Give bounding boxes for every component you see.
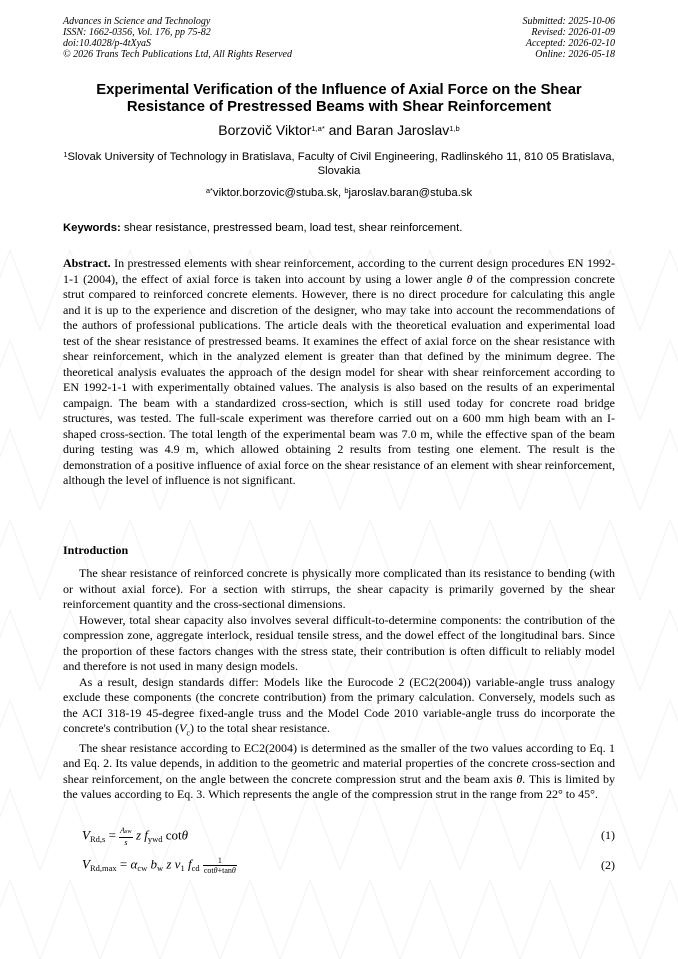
paragraph: [63, 675, 615, 741]
affiliation-marker: 1: [63, 150, 68, 159]
copyright: © 2026 Trans Tech Publications Ltd, All Rights Reserved: [63, 49, 292, 60]
vc-symbol: V: [179, 721, 187, 735]
author-affiliation-marker: 1,b: [449, 124, 460, 133]
paper-title: Experimental Verification of the Influence of Axial Force on the Shear Resistance of Prestressed Beams with Shear Reinforcement: [96, 82, 582, 115]
equation-1: [82, 826, 615, 848]
revised-date: Revised: 2026-01-09: [531, 27, 615, 38]
author-emails: [63, 186, 615, 200]
equation-number: (2): [601, 858, 615, 872]
equation-formula: $V_{Rd,s}$ = $\frac{\text{Asw}}{s}$ z $f_{ywd}$ cotθ: [82, 826, 189, 847]
section-heading: Introduction: [63, 543, 129, 557]
theta-symbol: θ: [466, 271, 473, 286]
journal-name: Advances in Science and Technology: [63, 16, 211, 27]
email-marker: a*: [205, 186, 213, 195]
email-link[interactable]: viktor.borzovic@stuba.sk,: [212, 187, 345, 199]
author-conjunction: and: [324, 122, 356, 138]
affiliation-text: Slovak University of Technology in Bratislava, Faculty of Civil Engineering, Radlinského 11, 810 05 Bratislava, Slovakia: [67, 151, 615, 177]
equation-number: (1): [601, 828, 615, 842]
email-marker: b: [344, 186, 349, 195]
online-date: Online: 2026-05-18: [535, 49, 615, 60]
paragraph-text: As a result, design standards differ: Models like the Eurocode 2 (EC2(2004)) variable-angle truss analogy exclude these components (the concrete contribution) from the primary calculation. Conversely, models such as the ACI 318-19 45-degree fixed-angle truss and the Model Code 2010 variable-angle truss do incorporate the concrete's contribution (: [63, 674, 615, 735]
paragraph: [63, 741, 615, 803]
abstract-text: In prestressed elements with shear reinforcement, according to the current design procedures EN 1992-1-1 (2004), the effect of axial force is taken into account by using a lower angle: [63, 256, 615, 286]
journal-header-right: [523, 16, 616, 60]
paragraph-text: ) to the total shear resistance.: [190, 721, 330, 735]
equation-2: [82, 856, 615, 878]
abstract-label: Abstract.: [63, 256, 111, 270]
keywords: [63, 221, 615, 235]
submitted-date: Submitted: 2025-10-06: [522, 16, 615, 27]
keywords-text: shear resistance, prestressed beam, load test, shear reinforcement.: [120, 222, 463, 234]
keywords-label: Keywords:: [63, 222, 121, 234]
author-name: Baran Jaroslav: [355, 122, 450, 138]
paragraph: The shear resistance of reinforced concrete is physically more complicated than its resistance to bending (with or without axial force). For a section with stirrups, the shear capacity is primarily governed by the shear reinforcement quantity and the cross-sectional dimensions.: [63, 566, 615, 611]
affiliation: [63, 150, 615, 178]
author-line: [63, 122, 615, 139]
email-link[interactable]: jaroslav.baran@stuba.sk: [348, 187, 473, 199]
abstract-text: of the compression concrete strut compared to reinforced concrete elements. However, there is no direct procedure for calculating this angle and it is up to the experience and discretion of the designer, who may take into account the recommendations of the authors of professional publications. The article deals with the theoretical evaluation and experimental load test of the shear resistance of prestressed beams. It examines the effect of axial force on the shear resistance with shear reinforcement, which in the analyzed element is greater than that defined by the minimum degree. The theoretical analysis evaluates the approach of the design model for shear with shear reinforcement according to EN 1992-1-1 with experimentally obtained values. The analysis is also based on the results of an experimental campaign. The beam with a standardized cross-section, which is still used today for concrete road bridge structures, was tested. The full-scale experiment was therefore carried out on a 600 mm high beam with an I-shaped cross-section. The total length of the experimental beam was 7.0 m, while the effective span of the beam during testing was 4.9 m, which allowed obtaining 2 results from testing one element. The result is the demonstration of a positive influence of axial force on the shear resistance of an element with shear reinforcement, although the level of influence is not significant.: [63, 271, 615, 487]
paragraph-text: The shear resistance according to EC2(2004) is determined as the smaller of the two values according to Eq. 1 and Eq. 2. Its value depends, in addition to the geometric and material properties of the concrete cross-section and shear reinforcement, on the angle between the concrete compression strut and the beam axis: [63, 740, 615, 786]
author-name: Borzovič Viktor: [218, 122, 312, 138]
accepted-date: Accepted: 2026-02-10: [525, 38, 615, 49]
equation-formula: $V_{Rd,max} = \alpha_{cw}$ $b_w$ z $\nu_1$ $f_{cd}$ $\frac{1}{\cot\theta+\tan\theta}$: [82, 856, 236, 875]
introduction-body: [63, 566, 615, 803]
author-affiliation-marker: 1,a*: [311, 124, 325, 133]
vc-subscript: c: [186, 728, 191, 738]
issn: ISSN: 1662-0356, Vol. 176, pp 75-82: [63, 27, 211, 38]
abstract: [63, 256, 615, 489]
paragraph: However, total shear capacity also involves several difficult-to-determine components: the contribution of the compression zone, aggregate interlock, residual tensile stress, and the dowel effect of the longitudinal bars. Since the proportion of these factors changes with the stress state, their contribution is often difficult to reliably model and therefore is not used in many design models.: [63, 612, 615, 673]
theta-symbol: θ: [516, 771, 523, 786]
doi: doi:10.4028/p-4tXyaS: [63, 38, 152, 49]
journal-header-left: [63, 16, 292, 60]
paragraph-text: . This is limited by the values according to Eq. 3. Which represents the angle of the compression strut in the range from 22° to 45°.: [63, 771, 615, 802]
